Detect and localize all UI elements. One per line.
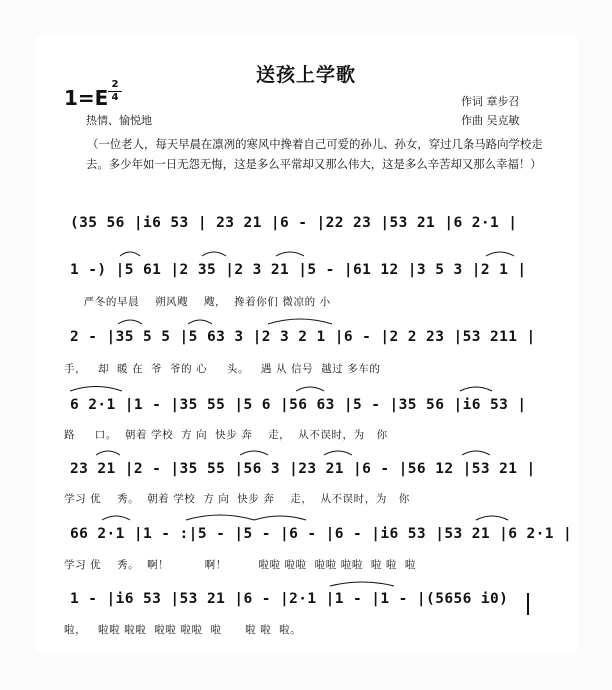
lyricist-credit: 作词 章步召: [461, 95, 520, 108]
score-row-7: 1 - |i6 53 |53 21 |6 - |2·1 |1 - |1 - |(5656 i0): [70, 591, 509, 607]
lyrics-row-4: 路 口。 朝着 学校 方 向 快步 奔 走， 从不误时，为 你: [64, 429, 388, 441]
key-signature: 1=E: [64, 86, 109, 110]
time-signature: [108, 80, 122, 103]
lyrics-row-3: 手， 却 暖 在 爷 爷的 心 头。 遇 从 信号 越过 多车的: [64, 363, 381, 375]
meter-top: 2: [111, 79, 119, 90]
score-row-1: (35 56 |i6 53 | 23 21 |6 - |22 23 |53 21 |6 2·1 |: [70, 215, 518, 231]
lyrics-row-2: 严冬的早晨 朔风飕 飕， 搀着你们 微凉的 小: [64, 296, 331, 308]
composer-credit: 作曲 吴克敏: [461, 114, 520, 127]
score-row-6: 66 2·1 |1 - :|5 - |5 - |6 - |6 - |i6 53 |53 21 |6 2·1 |: [70, 526, 573, 542]
lyrics-row-7: 啦， 啦啦 啦啦 啦啦 啦啦 啦 啦 啦 啦。: [64, 624, 302, 636]
lyrics-row-6: 学习 优 秀。 啊！ 啊！ 啦啦 啦啦 啦啦 啦啦 啦 啦 啦: [64, 559, 416, 571]
lyrics-row-5: 学习 优 秀。 朝着 学校 方 向 快步 奔 走， 从不误时，为 你: [64, 493, 410, 505]
final-barline: [527, 593, 529, 615]
score-row-3: 2 - |35 5 5 |5 63 3 |2 3 2 1 |6 - |2 2 23 |53 211 |: [70, 329, 536, 345]
intro-note: （一位老人，每天早晨在凛冽的寒风中搀着自己可爱的孙儿、孙女，穿过几条马路向学校走去。多少年如一日无怨无悔，这是多么平常却又那么伟大，这是多么辛苦却又那么幸福！）: [86, 137, 543, 171]
score-row-2: 1 -) |5 61 |2 35 |2 3 21 |5 - |61 12 |3 5 3 |2 1 |: [70, 262, 527, 278]
score-row-4: 6 2·1 |1 - |35 55 |5 6 |56 63 |5 - |35 56 |i6 53 |: [70, 397, 527, 413]
tempo-mood: 热情、愉悦地: [86, 114, 152, 127]
score-row-5: 23 21 |2 - |35 55 |56 3 |23 21 |6 - |56 12 |53 21 |: [70, 461, 536, 477]
song-title: 送孩上学歌: [255, 64, 356, 86]
meter-bottom: 4: [111, 92, 119, 103]
